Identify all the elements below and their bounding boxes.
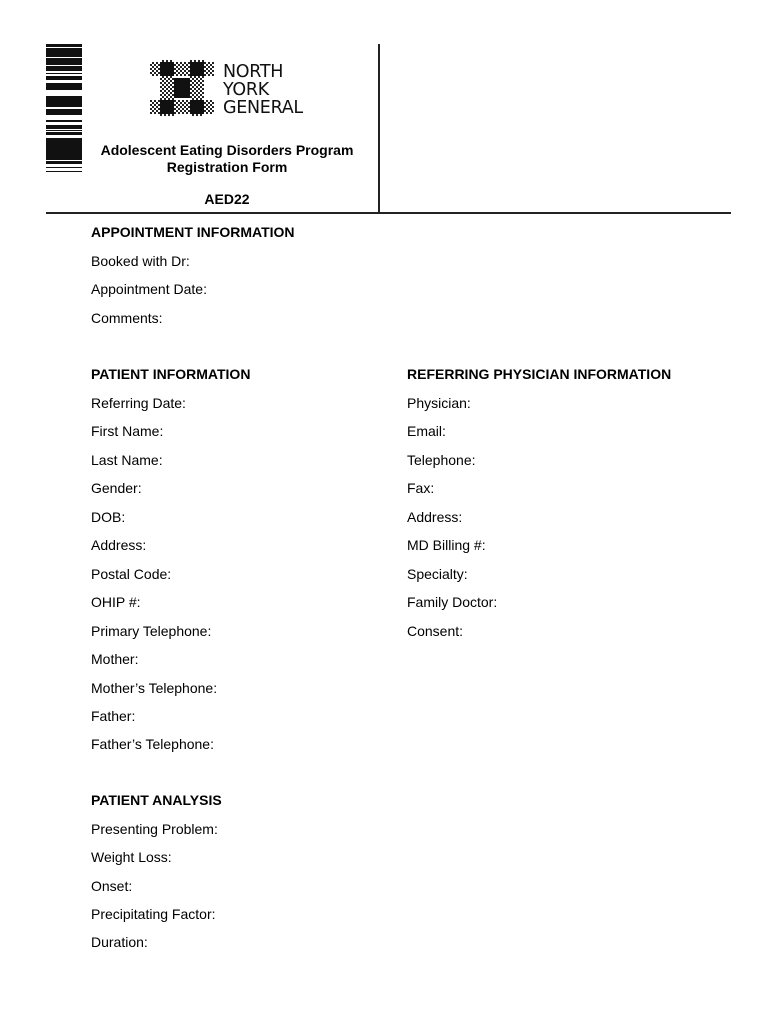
field-fax: Fax: [407,480,435,496]
field-last-name: Last Name: [91,452,163,468]
patient-heading: PATIENT INFORMATION [91,366,251,382]
field-ohip: OHIP #: [91,594,141,610]
form-title-line-2: Registration Form [166,159,288,175]
field-specialty: Specialty: [407,566,468,582]
field-father-telephone: Father’s Telephone: [91,736,214,752]
logo-line-1: NORTH [223,62,284,82]
header-horizontal-divider [46,212,731,214]
field-precipitating-factor: Precipitating Factor: [91,906,216,922]
field-weight-loss: Weight Loss: [91,849,172,865]
field-mother-telephone: Mother’s Telephone: [91,680,218,696]
header-vertical-divider [378,44,380,213]
field-comments: Comments: [91,310,163,326]
field-primary-telephone: Primary Telephone: [91,623,212,639]
logo-line-2: YORK [223,80,269,100]
field-referring-date: Referring Date: [91,395,186,411]
field-physician-address: Address: [407,509,463,525]
field-family-doctor: Family Doctor: [407,594,498,610]
field-email: Email: [407,423,446,439]
field-gender: Gender: [91,480,142,496]
field-father: Father: [91,708,136,724]
field-dob: DOB: [91,509,126,525]
field-consent: Consent: [407,623,464,639]
field-appointment-date: Appointment Date: [91,281,207,297]
field-patient-address: Address: [91,537,147,553]
analysis-heading: PATIENT ANALYSIS [91,792,222,808]
physician-heading: REFERRING PHYSICIAN INFORMATION [407,366,672,382]
field-onset: Onset: [91,878,133,894]
logo-wordmark [223,63,303,117]
hospital-logo [150,60,320,120]
field-physician: Physician: [407,395,471,411]
logo-line-3: GENERAL [223,98,303,118]
form-code: AED22 [204,191,250,207]
field-first-name: First Name: [91,423,164,439]
form-title-line-1: Adolescent Eating Disorders Program [100,142,354,158]
field-postal-code: Postal Code: [91,566,172,582]
barcode [46,44,82,172]
field-presenting-problem: Presenting Problem: [91,821,218,837]
field-booked-with: Booked with Dr: [91,253,190,269]
logo-mark-icon [150,60,214,116]
field-duration: Duration: [91,934,148,950]
appointment-heading: APPOINTMENT INFORMATION [91,224,295,240]
field-telephone: Telephone: [407,452,476,468]
field-mother: Mother: [91,651,139,667]
field-md-billing: MD Billing #: [407,537,486,553]
